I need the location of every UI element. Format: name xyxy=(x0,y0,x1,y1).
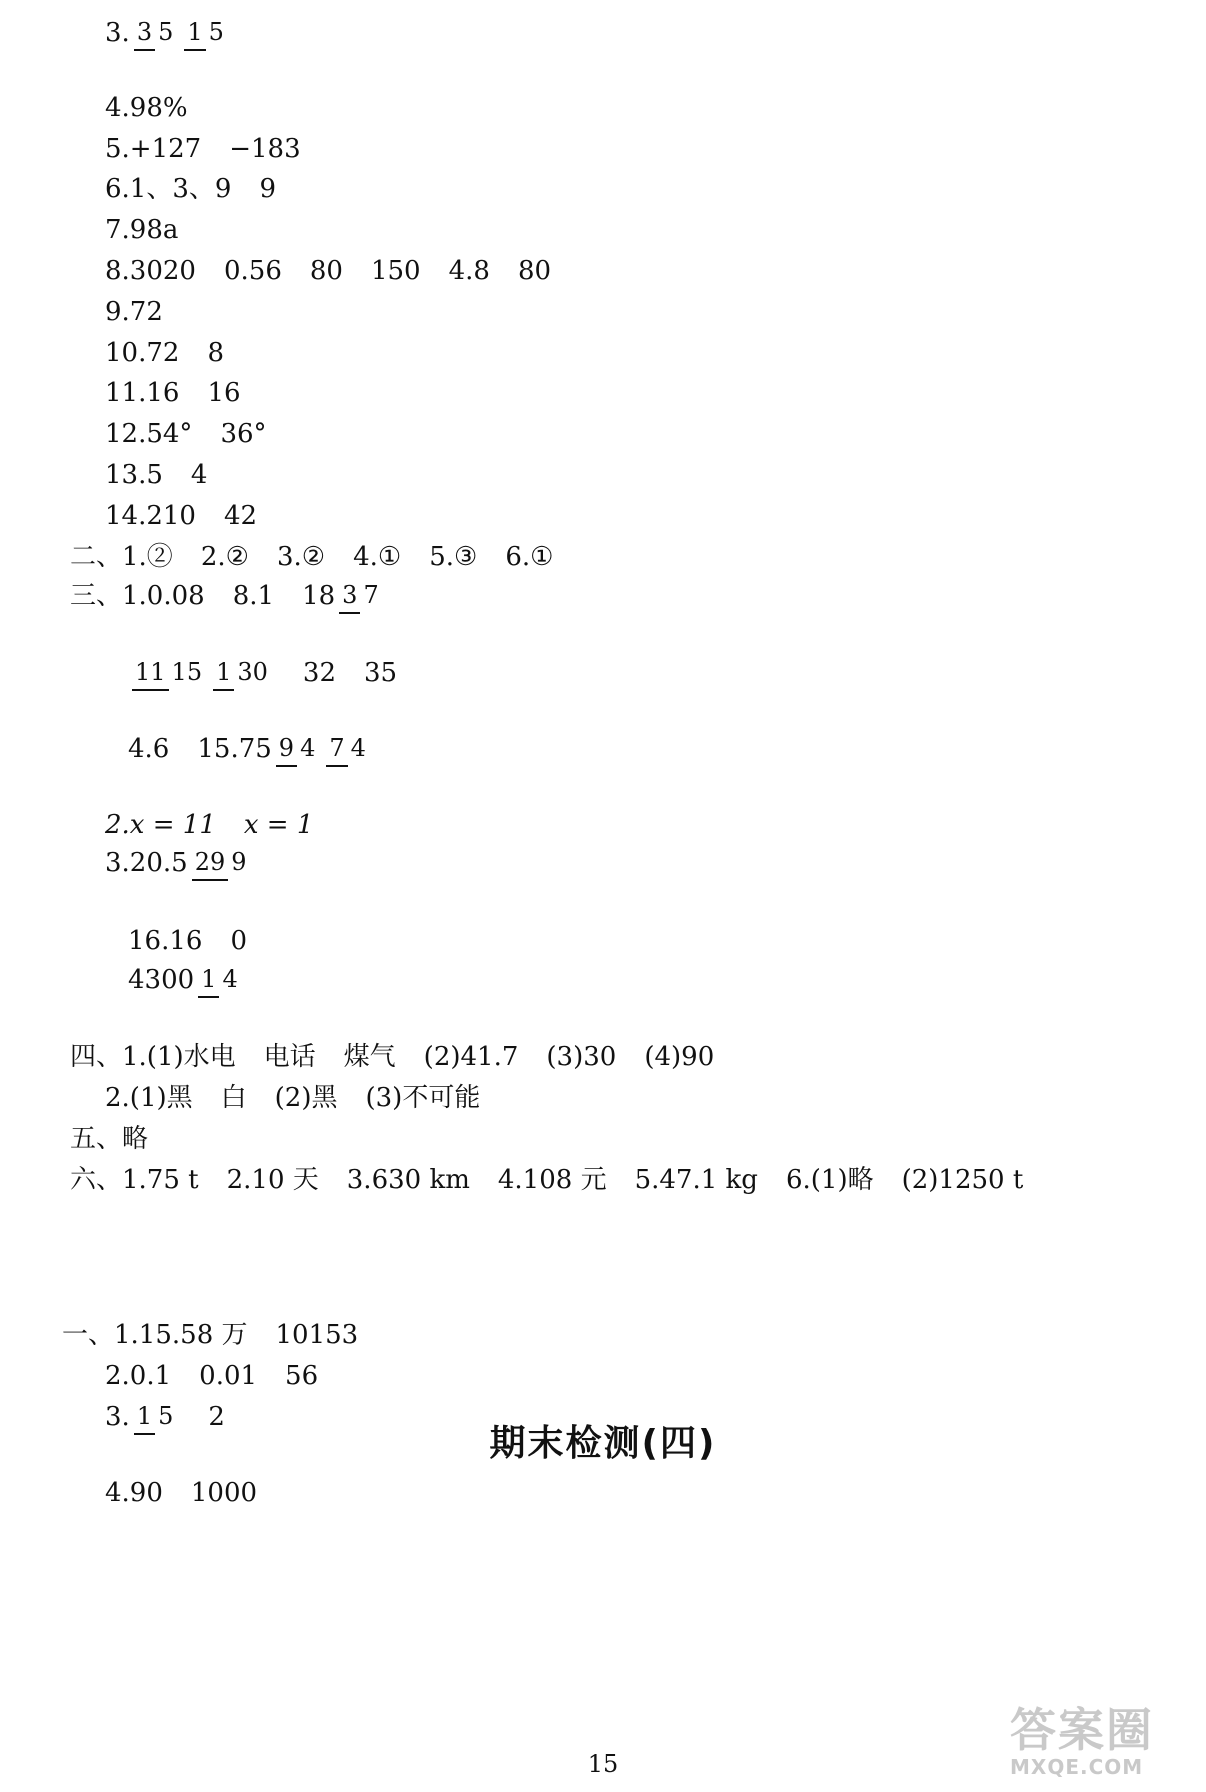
fraction: 1 4 xyxy=(198,967,241,992)
item-number: 3. xyxy=(105,18,130,48)
section-3-line-5: 3.20.5 29 9 xyxy=(105,850,254,876)
part2-line-3: 3. 1 5 2 xyxy=(105,1404,225,1430)
fraction: 3 7 xyxy=(339,583,382,608)
answer-line-6: 6.1、3、9 9 xyxy=(105,174,276,204)
fraction: 7 4 xyxy=(326,736,369,761)
part2-line-1: 一、1.15.58 万 10153 xyxy=(62,1320,359,1350)
answer-line-13: 13.5 4 xyxy=(105,460,208,490)
fraction: 11 15 xyxy=(132,660,205,685)
section-3-line-6: 16.16 0 xyxy=(128,926,247,956)
answer-line-3 xyxy=(105,20,231,46)
section-3-line-4: 2.x = 11 x = 1 xyxy=(105,810,314,840)
section-5-line: 五、略 xyxy=(70,1124,149,1154)
section-6-line: 六、1.75 t 2.10 天 3.630 km 4.108 元 5.47.1 kg 6.(1)略 (2)1250 t xyxy=(70,1165,1024,1195)
page-heading: 期末检测(四) xyxy=(489,1423,717,1464)
fraction: 1 5 xyxy=(134,1404,177,1429)
section-3-line-7: 4300 1 4 xyxy=(128,967,245,993)
page-number: 15 xyxy=(587,1750,619,1778)
part2-line-2: 2.0.1 0.01 56 xyxy=(105,1361,319,1391)
section-3-line-3: 4.6 15.75 9 4 7 4 xyxy=(128,736,373,762)
fraction: 9 4 xyxy=(276,736,319,761)
part2-line-4: 4.90 1000 xyxy=(105,1478,258,1508)
answer-line-10: 10.72 8 xyxy=(105,338,224,368)
answer-line-5: 5.+127 −183 xyxy=(105,134,301,164)
answer-line-4: 4.98% xyxy=(105,93,188,123)
fraction: 29 9 xyxy=(192,850,250,875)
section-4-line-2: 2.(1)黑 白 (2)黑 (3)不可能 xyxy=(105,1083,481,1113)
answer-line-11: 11.16 16 xyxy=(105,378,241,408)
section-3-line-1: 三、1.0.08 8.1 18 3 7 xyxy=(70,583,386,609)
answer-line-14: 14.210 42 xyxy=(105,501,258,531)
answer-line-7: 7.98a xyxy=(105,215,179,245)
answer-line-9: 9.72 xyxy=(105,297,163,327)
section-3-line-2: 11 15 1 30 32 35 xyxy=(128,660,397,686)
fraction: 1 30 xyxy=(213,660,271,685)
answer-line-12: 12.54° 36° xyxy=(105,419,267,449)
section-4-line-1: 四、1.(1)水电 电话 煤气 (2)41.7 (3)30 (4)90 xyxy=(70,1042,715,1072)
watermark-logo: 答案圈 MXQE.COM xyxy=(1010,1703,1154,1779)
section-2-line: 二、1.② 2.② 3.② 4.① 5.③ 6.① xyxy=(70,542,554,572)
answer-line-8: 8.3020 0.56 80 150 4.8 80 xyxy=(105,256,552,286)
fraction: 1 5 xyxy=(184,20,227,45)
fraction: 3 5 xyxy=(134,20,177,45)
